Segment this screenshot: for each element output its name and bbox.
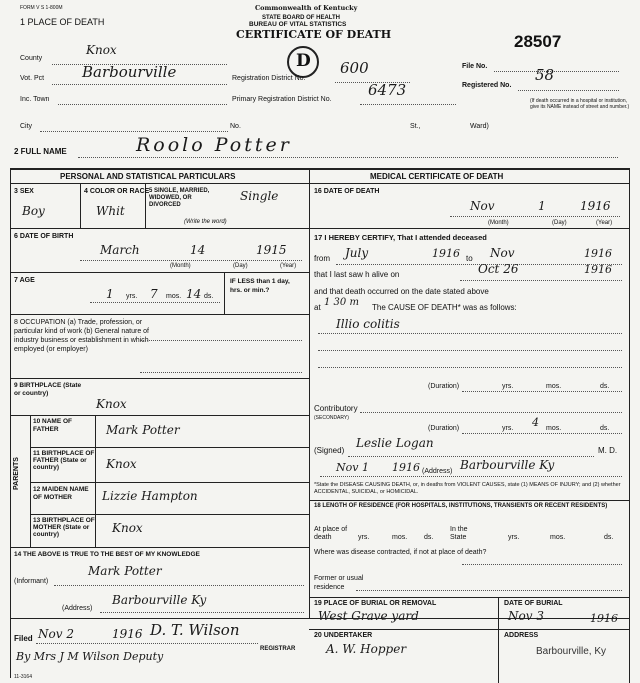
inc-town-label: Inc. Town: [20, 96, 50, 103]
true-statement-label: 14 THE ABOVE IS TRUE TO THE BEST OF MY KNOWLEDGE: [14, 551, 200, 558]
stamp-letter: D: [296, 51, 311, 71]
to-value: Nov: [490, 246, 515, 260]
mother-birthplace-label: 13 BIRTHPLACE OF MOTHER (State or country): [33, 517, 95, 538]
filed-label: Filed: [14, 634, 33, 643]
occupation-industry-line: [140, 372, 302, 373]
residence-ds: ds.: [424, 534, 434, 541]
informant-address-value: Barbourville Ky: [112, 593, 207, 607]
occupation-label: 8 OCCUPATION (a) Trade, profession, or particular kind of work (b) General nature of industry business or establishment in which employed (or employer): [14, 319, 150, 353]
full-name-line: [78, 157, 618, 158]
certificate-title: CERTIFICATE OF DEATH: [236, 28, 392, 41]
burial-place-label: 19 PLACE OF BURIAL OR REMOVAL: [314, 600, 437, 607]
ward-label: Ward): [470, 123, 489, 130]
mother-name-label: 12 MAIDEN NAME OF MOTHER: [33, 486, 89, 501]
form-number: FORM V S 1-800M: [20, 5, 63, 11]
at-value: 1 30 m: [324, 297, 359, 308]
sign-address-value: Barbourville Ky: [460, 458, 555, 472]
to-label: to: [466, 254, 473, 263]
contrib-duration-line: [462, 433, 622, 434]
in-state-label: In the State: [450, 526, 468, 541]
parents-vertical-label: PARENTS: [13, 457, 20, 490]
color-label: 4 COLOR OR RACE: [84, 188, 150, 195]
cause-line-3: [318, 367, 622, 368]
parents-label-divider: [95, 415, 96, 547]
contributory-label: Contributory: [314, 404, 358, 413]
age-label: 7 AGE: [14, 277, 35, 284]
contributory-line: [360, 412, 622, 413]
sign-address-label: (Address): [422, 468, 453, 475]
at-place-label: At place of death: [314, 526, 348, 541]
residence-mos: mos.: [392, 534, 408, 541]
contrib-duration-yrs: yrs.: [502, 425, 514, 432]
burial-year: 1916: [590, 612, 618, 625]
center-divider: [309, 168, 310, 618]
county-label: County: [20, 55, 43, 62]
date-of-death-label: 16 DATE OF DEATH: [314, 188, 380, 195]
vot-pct-label: Vot. Pct: [20, 75, 45, 82]
state-yrs: yrs.: [508, 534, 520, 541]
marital-label: 5 SINGLE, MARRIED, WIDOWED, OR DIVORCED: [149, 188, 210, 208]
burial-date-divider: [498, 597, 499, 683]
marital-value: Single: [240, 189, 279, 203]
occurred-label: and that death occurred on the date stated above: [314, 287, 489, 296]
medical-section-title: MEDICAL CERTIFICATE OF DEATH: [370, 172, 504, 181]
row-divider-father-birthplace: [30, 447, 309, 448]
city-line: [40, 131, 228, 132]
duration-label: (Duration): [428, 383, 460, 390]
primary-registration-label: Primary Registration District No.: [232, 96, 332, 103]
death-date-line: [450, 216, 620, 217]
file-no-line: [494, 71, 619, 72]
mother-birthplace-value: Knox: [112, 521, 143, 535]
marital-note: (Write the word): [184, 219, 227, 225]
dob-month-caption: (Month): [170, 263, 191, 269]
street-number-label: No.: [230, 123, 241, 130]
commonwealth-label: Commonwealth of Kentucky: [255, 4, 358, 12]
death-year-caption: (Year): [596, 220, 613, 226]
primary-registration-value: 6473: [368, 81, 407, 99]
burial-date-value: Nov 3: [508, 609, 544, 623]
father-birthplace-label: 11 BIRTHPLACE OF FATHER (State or country): [33, 450, 95, 471]
row-divider-age: [10, 272, 309, 273]
section-divider-top: [10, 168, 630, 170]
row-divider-informant: [10, 547, 309, 548]
signed-line: [348, 456, 594, 457]
informant-address-line: [100, 612, 304, 613]
cause-footnote: *State the DISEASE CAUSING DEATH, or, in deaths from VIOLENT CAUSES, state (1) MEANS OF INJURY; and (2) whether ACCIDENTAL, SUICIDAL, or HOMICIDAL.: [314, 482, 621, 495]
contrib-duration-label: (Duration): [428, 425, 460, 432]
row-divider-parents: [10, 415, 309, 416]
at-label: at: [314, 303, 321, 312]
from-value: July: [345, 246, 369, 260]
deputy-signature: By Mrs J M Wilson Deputy: [16, 650, 164, 663]
father-name-label: 10 NAME OF FATHER: [33, 418, 73, 433]
filed-date: Nov 2: [38, 627, 74, 641]
mother-name-value: Lizzie Hampton: [102, 489, 198, 503]
residence-label: 18 LENGTH OF RESIDENCE (FOR HOSPITALS, INSTITUTIONS, TRANSIENTS OR RECENT RESIDENTS): [314, 503, 608, 509]
father-name-value: Mark Potter: [106, 423, 180, 437]
parents-side-divider: [30, 415, 31, 547]
duration-mos: mos.: [546, 383, 562, 390]
dob-year: 1915: [256, 243, 287, 257]
duration-line: [462, 391, 622, 392]
place-of-death-heading: 1 PLACE OF DEATH: [20, 17, 105, 27]
certificate-number: 28507: [514, 32, 562, 51]
former-residence-line: [356, 590, 622, 591]
row-divider-mother-name: [30, 482, 309, 483]
last-saw-year: 1916: [584, 263, 612, 276]
last-saw-line: [460, 280, 622, 281]
duration-ds: ds.: [600, 383, 610, 390]
age-months-label: mos.: [166, 293, 182, 300]
vot-pct-value: Barbourville: [82, 63, 177, 81]
where-contracted-label: Where was disease contracted, if not at place of death?: [314, 549, 487, 556]
residence-yrs: yrs.: [358, 534, 370, 541]
row-divider-certify: [309, 228, 630, 229]
filed-year: 1916: [112, 627, 143, 641]
registered-no-label: Registered No.: [462, 82, 512, 89]
undertaker-address-label: ADDRESS: [504, 632, 539, 639]
registration-stamp: [287, 46, 319, 78]
row-divider-undertaker: [309, 629, 630, 630]
cause-line-2: [318, 350, 622, 351]
filed-line: [36, 643, 258, 644]
dob-year-caption: (Year): [280, 263, 297, 269]
death-year: 1916: [580, 199, 611, 213]
vot-pct-line: [52, 84, 227, 85]
full-name-value: Roolo Potter: [136, 134, 292, 156]
hospital-note: (If death occurred in a hospital or institution, give its NAME instead of street and number.): [530, 98, 630, 110]
dob-day: 14: [190, 243, 206, 257]
footer-code: 11-3164: [14, 674, 32, 680]
secondary-label: (SECONDARY): [314, 415, 349, 421]
dob-line: [80, 260, 302, 261]
cause-line-1: [318, 333, 622, 334]
informant-value: Mark Potter: [88, 564, 162, 578]
personal-section-title: PERSONAL AND STATISTICAL PARTICULARS: [60, 172, 236, 181]
former-residence-label: Former or usual residence: [314, 575, 364, 591]
row-divider-birthplace: [10, 378, 309, 379]
sex-label: 3 SEX: [14, 188, 34, 195]
registered-no-value: 58: [535, 66, 555, 84]
occupation-trade-line: [140, 340, 302, 341]
birthplace-label: 9 BIRTHPLACE (State or country): [14, 382, 82, 397]
burial-place-value: West Grave yard: [318, 609, 419, 623]
dob-day-caption: (Day): [233, 263, 248, 269]
full-name-label: 2 FULL NAME: [14, 147, 67, 156]
color-value: Whit: [96, 204, 125, 218]
row-divider-occupation: [10, 314, 309, 315]
file-no-label: File No.: [462, 63, 488, 70]
physician-signature: Leslie Logan: [356, 436, 434, 450]
certify-label: 17 I HEREBY CERTIFY, That I attended deceased: [314, 233, 487, 242]
state-ds: ds.: [604, 534, 614, 541]
md-label: M. D.: [598, 446, 618, 455]
row-divider-mother-birthplace: [30, 514, 309, 515]
duration-yrs: yrs.: [502, 383, 514, 390]
undertaker-address-value: Barbourville, Ky: [536, 646, 607, 657]
death-day: 1: [538, 199, 546, 213]
contrib-duration-months-value: 4: [532, 416, 539, 429]
state-mos: mos.: [550, 534, 566, 541]
age-line: [90, 302, 220, 303]
birthplace-value: Knox: [96, 397, 127, 411]
dob-month: March: [100, 243, 140, 257]
informant-address-label: (Address): [62, 605, 93, 612]
from-year: 1916: [432, 247, 460, 260]
to-year: 1916: [584, 247, 612, 260]
where-contracted-line: [462, 564, 622, 565]
father-birthplace-value: Knox: [106, 457, 137, 471]
county-value: Knox: [86, 43, 117, 57]
left-border: [10, 168, 11, 678]
sign-date: Nov 1: [336, 461, 369, 474]
informant-label: (Informant): [14, 578, 49, 585]
sex-color-divider: [80, 183, 81, 228]
signed-label: (Signed): [314, 446, 345, 455]
sign-date-line: [320, 476, 622, 477]
registration-district-label: Registration District No.: [232, 75, 306, 82]
registrar-label: REGISTRAR: [260, 646, 296, 652]
undertaker-label: 20 UNDERTAKER: [314, 632, 373, 639]
age-days-label: ds.: [204, 293, 214, 300]
burial-date-label: DATE OF BURIAL: [504, 600, 563, 607]
sex-value: Boy: [22, 204, 45, 218]
registration-district-value: 600: [340, 59, 369, 77]
last-saw-label: that I last saw h alive on: [314, 270, 400, 279]
street-label: St.,: [410, 123, 421, 130]
row-divider-residence: [309, 500, 630, 501]
death-month-caption: (Month): [488, 220, 509, 226]
undertaker-value: A. W. Hopper: [326, 642, 407, 656]
from-label: from: [314, 254, 330, 263]
bureau-label: BUREAU OF VITAL STATISTICS: [249, 21, 347, 28]
registered-no-line: [518, 90, 619, 91]
age-years-label: yrs.: [126, 293, 138, 300]
cause-label: The CAUSE OF DEATH* was as follows:: [372, 303, 517, 312]
city-label: City: [20, 123, 33, 130]
last-saw-value: Oct 26: [478, 262, 519, 276]
informant-line: [54, 585, 304, 586]
registrar-signature: D. T. Wilson: [150, 621, 240, 639]
row-divider-burial: [309, 597, 630, 598]
row-divider-dob: [10, 228, 309, 229]
right-border: [629, 168, 630, 683]
age-less-divider: [224, 272, 225, 314]
death-month: Nov: [470, 199, 495, 213]
age-years: 1: [106, 287, 114, 301]
contrib-duration-mos: mos.: [546, 425, 562, 432]
cause-value: Illio colitis: [336, 317, 400, 331]
section-title-divider: [10, 183, 630, 184]
dob-label: 6 DATE OF BIRTH: [14, 233, 74, 240]
death-day-caption: (Day): [552, 220, 567, 226]
less-than-day-label: IF LESS than 1 day, hrs. or min.?: [230, 278, 290, 294]
age-months: 7: [150, 287, 158, 301]
inc-town-line: [58, 104, 227, 105]
board-label: STATE BOARD OF HEALTH: [262, 15, 340, 21]
age-days: 14: [186, 287, 202, 301]
primary-registration-line: [360, 104, 456, 105]
contrib-duration-ds: ds.: [600, 425, 610, 432]
sign-year: 1916: [392, 461, 420, 474]
